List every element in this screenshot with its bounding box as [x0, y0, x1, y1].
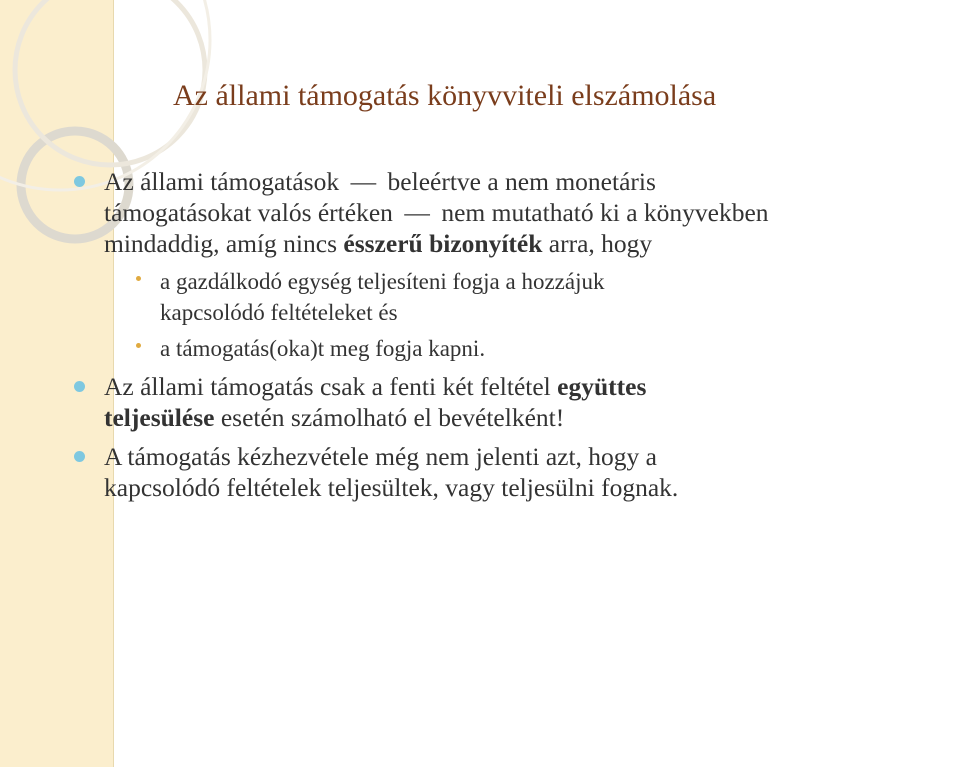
text-run: esetén számolható el bevételként! [214, 403, 565, 432]
text-line [104, 371, 954, 402]
text-line: Az állami támogatások — beleértve a nem monetáris [104, 167, 656, 196]
bullet-item-1 [74, 166, 954, 259]
text-line: támogatásokat valós értéken — nem mutatható ki a könyvekben [104, 198, 769, 227]
text-line: a támogatás(oka)t meg fogja kapni. [160, 336, 486, 361]
text-run: mindaddig, amíg nincs [104, 229, 344, 258]
slide-title: Az állami támogatás könyvviteli elszámolása [173, 79, 717, 112]
bullet-dot-icon [136, 343, 141, 348]
text-run: Az állami támogatás csak a fenti két feltétel [104, 372, 558, 401]
bullet-dot-icon [74, 381, 85, 392]
bullet-dot-icon [74, 451, 85, 462]
bullet-dot-icon [136, 276, 141, 281]
sub-bullet-item-1 [74, 266, 954, 328]
bold-text-run: teljesülése [104, 403, 215, 432]
bullet-item-3 [74, 441, 954, 503]
bold-text-run: együttes [557, 372, 647, 401]
slide-body [74, 166, 954, 503]
bullet-item-2 [74, 371, 954, 433]
text-run: arra, hogy [542, 229, 653, 258]
sub-bullet-item-2 [74, 333, 954, 364]
text-line: A támogatás kézhezvétele még nem jelenti azt, hogy a [104, 442, 657, 471]
text-line: kapcsolódó feltételek teljesültek, vagy teljesülni fognak. [104, 473, 679, 502]
text-line [104, 402, 954, 433]
bullet-dot-icon [74, 176, 85, 187]
text-line [104, 228, 954, 259]
text-line: kapcsolódó feltételeket és [160, 300, 398, 325]
text-line: a gazdálkodó egység teljesíteni fogja a hozzájuk [160, 269, 605, 294]
bold-text-run: ésszerű bizonyíték [343, 229, 543, 258]
